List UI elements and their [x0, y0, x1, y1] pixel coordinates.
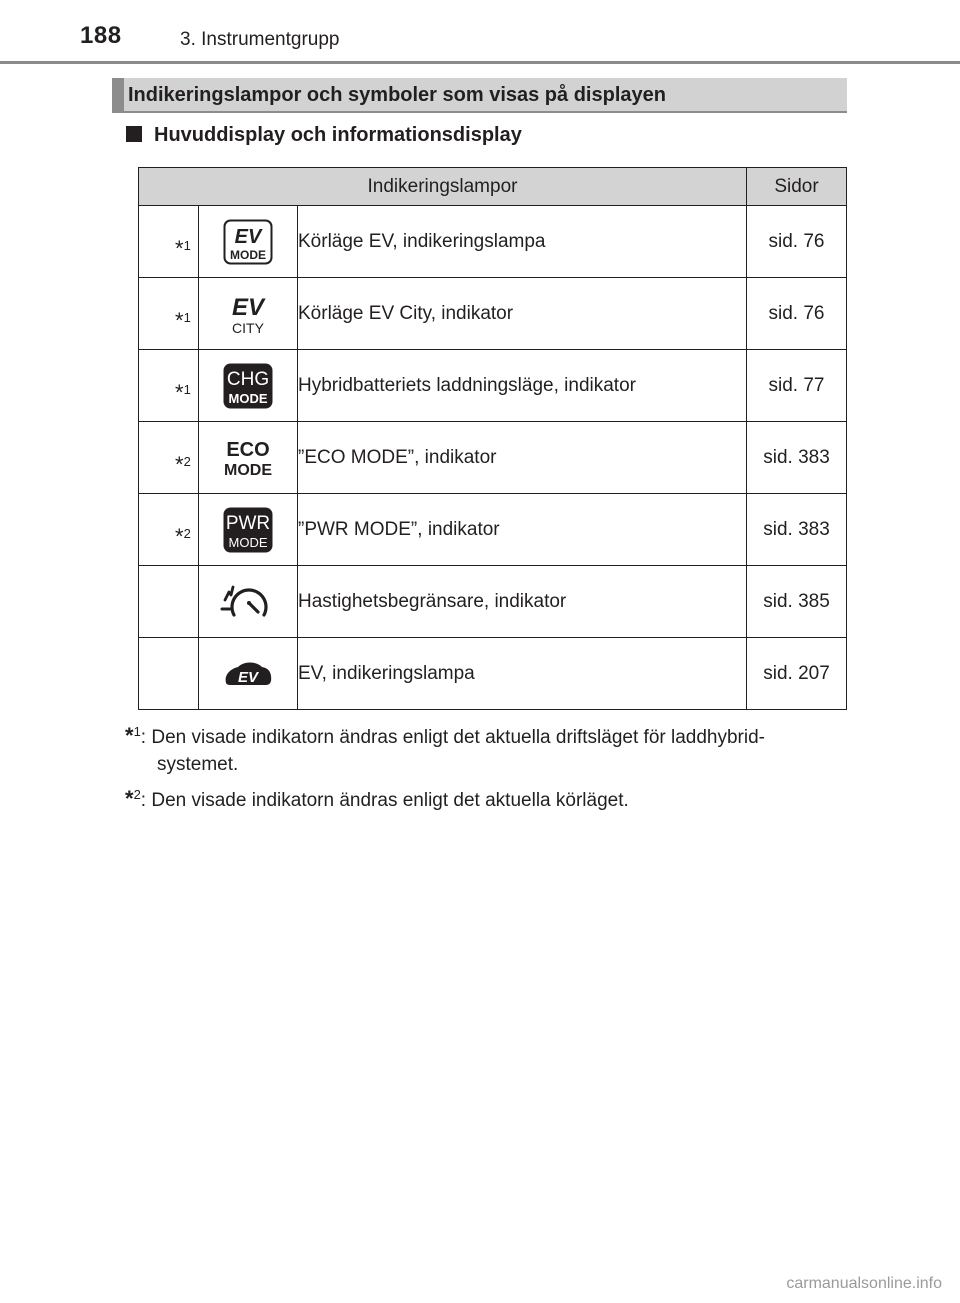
chg-mode-icon [223, 363, 273, 409]
indicator-description: EV, indikeringslampa [298, 638, 747, 710]
footnote-mark: *$^1$ [139, 278, 199, 350]
page-reference[interactable]: sid. 383 [747, 494, 847, 566]
speed-limiter-icon [220, 579, 276, 625]
page-reference[interactable]: sid. 385 [747, 566, 847, 638]
footnote-1: *$^1$: Den visade indikatorn ändras enligt det aktuella driftsläget för laddhybrid- systemet. [125, 723, 765, 775]
svg-text:EV: EV [237, 668, 259, 686]
ev-mode-icon [223, 219, 273, 265]
indicator-description: ”ECO MODE”, indikator [298, 422, 747, 494]
footnote-mark: *$^2$ [139, 494, 199, 566]
indicator-description: Hastighetsbegränsare, indikator [298, 566, 747, 638]
indicator-description: ”PWR MODE”, indikator [298, 494, 747, 566]
page-number: 188 [80, 22, 122, 49]
indicator-description: Körläge EV City, indikator [298, 278, 747, 350]
table-row [139, 638, 847, 710]
svg-text:CHG: CHG [226, 368, 270, 390]
subheading [126, 124, 522, 147]
header-lamps: Indikeringslampor [139, 168, 747, 206]
page-reference[interactable]: sid. 207 [747, 638, 847, 710]
table-row [139, 422, 847, 494]
page-reference[interactable]: sid. 383 [747, 422, 847, 494]
svg-text:EV: EV [234, 225, 262, 248]
eco-mode-icon [223, 435, 273, 481]
section-title: Indikeringslampor och symboler som visas på displayen [128, 84, 666, 106]
icon-cell [199, 206, 298, 278]
ev-city-icon [223, 291, 273, 337]
indicator-description: Hybridbatteriets laddningsläge, indikator [298, 350, 747, 422]
header-rule [0, 61, 960, 64]
footnote-mark [139, 566, 199, 638]
svg-text:CITY: CITY [232, 319, 264, 336]
page-reference[interactable]: sid. 76 [747, 206, 847, 278]
watermark: carmanualsonline.info [786, 1275, 942, 1292]
ev-car-icon [222, 657, 274, 691]
table-row [139, 566, 847, 638]
svg-text:MODE: MODE [224, 461, 272, 479]
square-bullet-icon [126, 126, 142, 142]
header-pages: Sidor [747, 168, 847, 206]
svg-text:MODE: MODE [228, 534, 268, 550]
table-row [139, 494, 847, 566]
icon-cell [199, 350, 298, 422]
svg-text:PWR: PWR [225, 512, 271, 534]
table-row [139, 206, 847, 278]
footnote-2: *$^2$: Den visade indikatorn ändras enligt det aktuella körläget. [125, 786, 629, 811]
svg-text:EV: EV [231, 293, 265, 321]
icon-cell [199, 422, 298, 494]
svg-text:MODE: MODE [230, 247, 266, 262]
section-title-bar [112, 78, 847, 113]
icon-cell [199, 638, 298, 710]
page-reference[interactable]: sid. 76 [747, 278, 847, 350]
subheading-text: Huvuddisplay och informationsdisplay [154, 124, 522, 146]
svg-text:MODE: MODE [228, 390, 268, 406]
table-row [139, 350, 847, 422]
table-row [139, 278, 847, 350]
indicator-description: Körläge EV, indikeringslampa [298, 206, 747, 278]
section-accent [112, 78, 124, 111]
table-header-row [139, 168, 847, 206]
icon-cell [199, 278, 298, 350]
icon-cell [199, 494, 298, 566]
indicator-table [138, 167, 847, 710]
footnote-mark: *$^1$ [139, 350, 199, 422]
chapter-title: 3. Instrumentgrupp [180, 29, 340, 50]
footnote-mark: *$^2$ [139, 422, 199, 494]
footnote-mark: *$^1$ [139, 206, 199, 278]
page-reference[interactable]: sid. 77 [747, 350, 847, 422]
pwr-mode-icon [223, 507, 273, 553]
icon-cell [199, 566, 298, 638]
footnote-mark [139, 638, 199, 710]
svg-text:ECO: ECO [226, 438, 270, 461]
